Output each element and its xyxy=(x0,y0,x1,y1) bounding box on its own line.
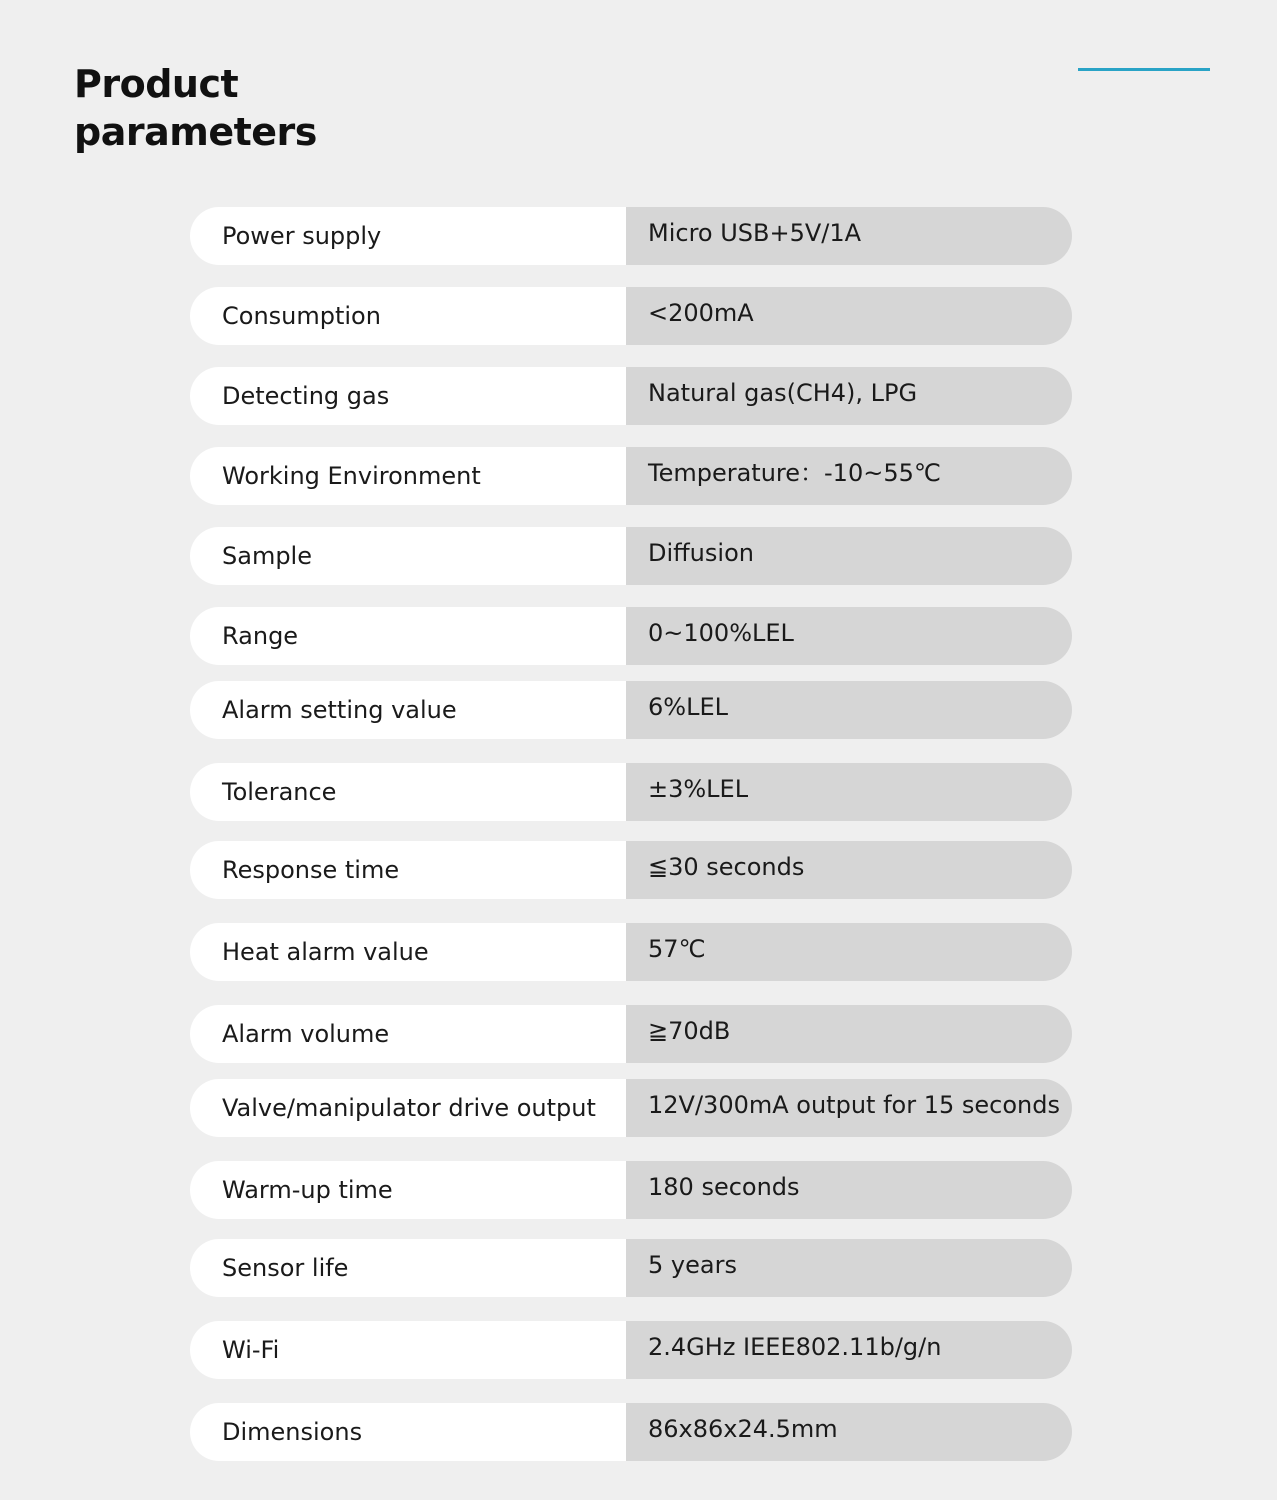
param-row-drive-output xyxy=(190,1079,1072,1137)
param-value: ≦30 seconds xyxy=(626,841,1072,899)
param-label: Warm-up time xyxy=(190,1161,626,1219)
param-label: Alarm setting value xyxy=(190,681,626,739)
param-label: Alarm volume xyxy=(190,1005,626,1063)
param-row-detecting-gas xyxy=(190,367,1072,425)
param-label: Heat alarm value xyxy=(190,923,626,981)
param-value: 180 seconds xyxy=(626,1161,1072,1219)
param-label: Wi-Fi xyxy=(190,1321,626,1379)
param-value: 86x86x24.5mm xyxy=(626,1403,1072,1461)
param-value: 0~100%LEL xyxy=(626,607,1072,665)
param-row-consumption xyxy=(190,287,1072,345)
param-value: 2.4GHz IEEE802.11b/g/n xyxy=(626,1321,1072,1379)
param-label: Dimensions xyxy=(190,1403,626,1461)
param-value: <200mA xyxy=(626,287,1072,345)
page-title-line-1: Product xyxy=(74,62,239,106)
param-row-response-time xyxy=(190,841,1072,899)
param-label: Range xyxy=(190,607,626,665)
param-label: Power supply xyxy=(190,207,626,265)
param-label: Consumption xyxy=(190,287,626,345)
param-row-alarm-volume xyxy=(190,1005,1072,1063)
param-label: Sensor life xyxy=(190,1239,626,1297)
param-value: 5 years xyxy=(626,1239,1072,1297)
param-row-wi-fi xyxy=(190,1321,1072,1379)
param-value: Diffusion xyxy=(626,527,1072,585)
param-value: Temperature：-10~55℃ xyxy=(626,447,1072,505)
param-label: Working Environment xyxy=(190,447,626,505)
param-row-sample xyxy=(190,527,1072,585)
accent-line xyxy=(1078,68,1210,71)
param-value: 57℃ xyxy=(626,923,1072,981)
param-value: ±3%LEL xyxy=(626,763,1072,821)
param-row-sensor-life xyxy=(190,1239,1072,1297)
param-value: 6%LEL xyxy=(626,681,1072,739)
param-row-tolerance xyxy=(190,763,1072,821)
param-label: Sample xyxy=(190,527,626,585)
page-title-line-2: parameters xyxy=(74,110,317,154)
param-row-range xyxy=(190,607,1072,665)
param-row-working-environment xyxy=(190,447,1072,505)
param-value: ≧70dB xyxy=(626,1005,1072,1063)
param-row-heat-alarm-value xyxy=(190,923,1072,981)
param-value: Natural gas(CH4), LPG xyxy=(626,367,1072,425)
param-row-warm-up-time xyxy=(190,1161,1072,1219)
param-row-alarm-setting-value xyxy=(190,681,1072,739)
page-title xyxy=(74,60,317,156)
param-label: Tolerance xyxy=(190,763,626,821)
param-label: Detecting gas xyxy=(190,367,626,425)
param-row-dimensions xyxy=(190,1403,1072,1461)
param-label: Valve/manipulator drive output xyxy=(190,1079,626,1137)
param-value: 12V/300mA output for 15 seconds xyxy=(626,1079,1072,1137)
param-label: Response time xyxy=(190,841,626,899)
param-row-power-supply xyxy=(190,207,1072,265)
param-value: Micro USB+5V/1A xyxy=(626,207,1072,265)
